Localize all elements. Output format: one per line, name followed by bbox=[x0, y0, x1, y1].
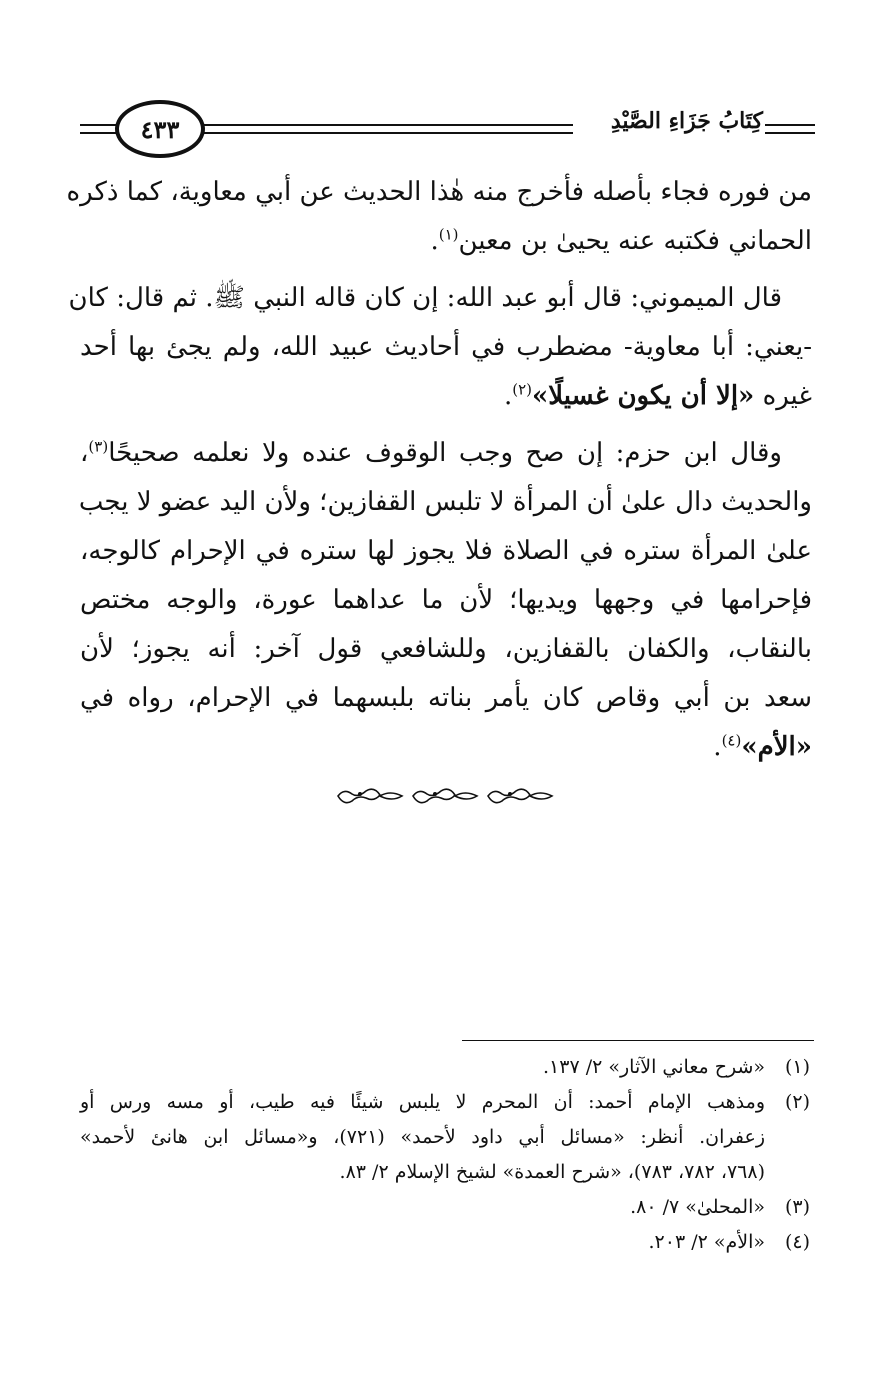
footnote-text: زعفران. أنظر: «مسائل أبي داود لأحمد» (٧٢١)، و«مسائل ابن هانئ لأحمد» bbox=[80, 1126, 765, 1148]
main-text bbox=[66, 168, 812, 772]
header-rule-right-2 bbox=[765, 132, 815, 134]
paragraph-3 bbox=[80, 429, 812, 772]
footnote bbox=[80, 1050, 810, 1085]
footnote-ref: (٤) bbox=[721, 731, 742, 750]
text-line: -يعني: أبا معاوية- مضطرب في أحاديث عبيد الله، ولم يجئ بها أحد bbox=[80, 332, 812, 362]
footnote-text: (٧٦٨، ٧٨٢، ٧٨٣)، «شرح العمدة» لشيخ الإسلام ٢/ ٨٣. bbox=[339, 1161, 765, 1183]
footnote-ref: (٢) bbox=[512, 380, 533, 399]
text-line: «الأم»$^{(٤)}$. bbox=[713, 731, 812, 762]
footnote bbox=[80, 1190, 810, 1225]
text-line: قال الميموني: قال أبو عبد الله: إن كان قاله النبي ﷺ. ثم قال: كان bbox=[68, 283, 782, 313]
text-line: غيره «إلا أن يكون غسيلًا»$^{(٢)}$. bbox=[503, 380, 812, 411]
paragraph-2 bbox=[68, 274, 812, 421]
text-line: فإحرامها في وجهها ويديها؛ لأن ما عداهما عورة، والوجه مختص bbox=[80, 585, 812, 615]
header-rule-middle bbox=[198, 124, 573, 126]
footnote-ref: (٣) bbox=[88, 437, 109, 456]
ornament-divider bbox=[330, 785, 560, 807]
running-title: كِتَابُ جَزَاءِ الصَّيْدِ bbox=[610, 108, 763, 134]
footnote-text: «الأم» ٢/ ٢٠٣. bbox=[648, 1231, 765, 1253]
footnote-number: (٣) bbox=[784, 1196, 810, 1218]
text-line: من فوره فجاء بأصله فأخرج منه هٰذا الحديث عن أبي معاوية، كما ذكره bbox=[66, 177, 812, 207]
footnote bbox=[80, 1085, 810, 1190]
footnote-number: (١) bbox=[784, 1056, 810, 1078]
footnote-text: ومذهب الإمام أحمد: أن المحرم لا يلبس شيئًا فيه طيب، أو مسه ورس أو bbox=[80, 1091, 765, 1113]
text-line: وقال ابن حزم: إن صح وجب الوقوف عنده ولا نعلمه صحيحًا$^{(٣)}$، bbox=[80, 437, 782, 468]
text-line: سعد بن أبي وقاص كان يأمر بناته بلبسهما في الإحرام، رواه في bbox=[80, 683, 812, 713]
text-line: الحماني فكتبه عنه يحيىٰ بن معين$^{(١)}$. bbox=[430, 225, 812, 256]
footnote-number: (٤) bbox=[784, 1231, 810, 1253]
footnotes bbox=[80, 1050, 810, 1260]
header-rule-middle-2 bbox=[198, 132, 573, 134]
paragraph-1 bbox=[66, 168, 812, 266]
page-number: ٤٣٣ bbox=[115, 100, 205, 158]
text-line: بالنقاب، والكفان بالقفازين، وللشافعي قول آخر: أنه يجوز؛ لأن bbox=[80, 634, 812, 664]
footnote bbox=[80, 1225, 810, 1260]
footnote-number: (٢) bbox=[784, 1091, 810, 1113]
text-line: والحديث دال علىٰ أن المرأة لا تلبس القفازين؛ ولأن اليد عضو لا يجب bbox=[78, 487, 812, 517]
header-rule-right bbox=[765, 124, 815, 126]
footnote-ref: (١) bbox=[438, 225, 459, 244]
text-line: علىٰ المرأة ستره في الصلاة فلا يجوز لها ستره في الإحرام كالوجه، bbox=[80, 536, 812, 566]
footnote-text: «المحلىٰ» ٧/ ٨٠. bbox=[630, 1196, 765, 1218]
footnote-text: «شرح معاني الآثار» ٢/ ١٣٧. bbox=[542, 1056, 765, 1078]
footnote-separator bbox=[462, 1040, 814, 1041]
